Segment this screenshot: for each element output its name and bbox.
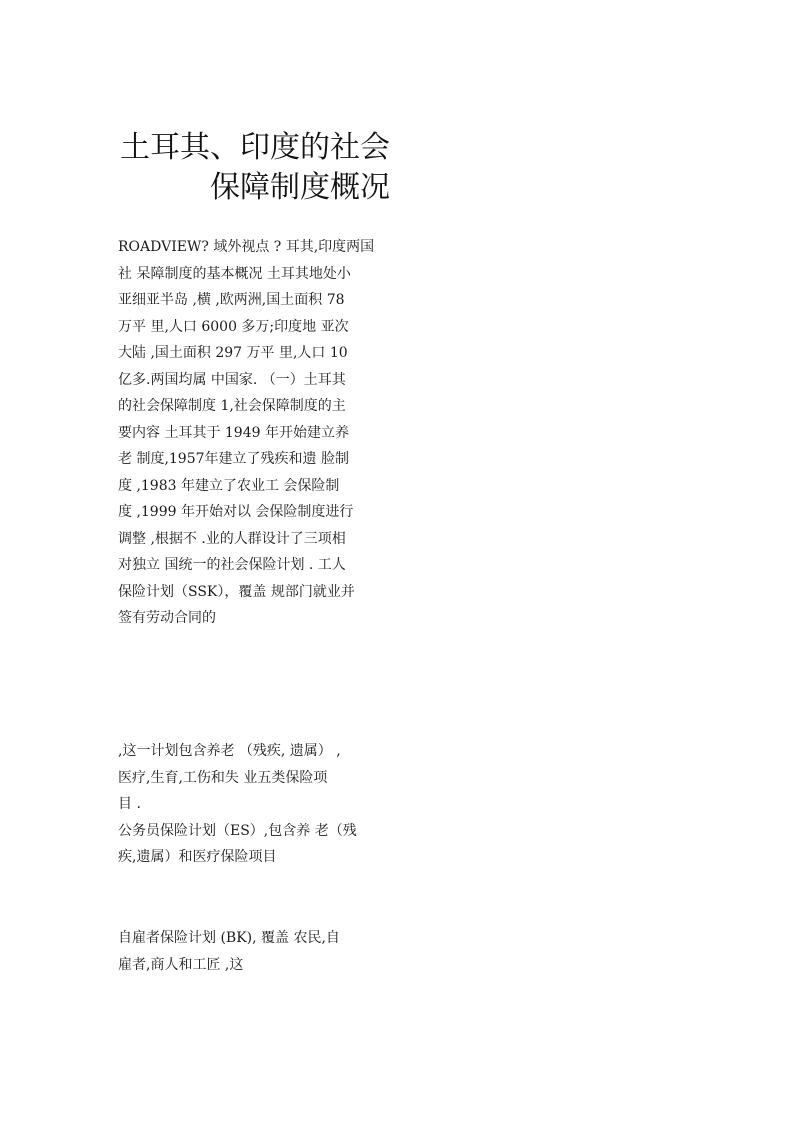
text-line: 雇者,商人和工匠 ,这 (118, 956, 244, 973)
document-title-line-1: 土耳其、印度的社会 (120, 130, 390, 165)
text-line: 签有劳动合同的 (118, 610, 216, 626)
body-paragraph-2 (118, 738, 398, 871)
text-line: 度 ,1999 年开始对以 会保险制度进行 (118, 504, 354, 520)
text-line: 亚细亚半岛 ,横 ,欧两洲,国土面积 78 (118, 292, 345, 308)
body-paragraph-3 (118, 925, 398, 978)
text-line: 目 . (118, 796, 141, 812)
text-line: 的社会保障制度 1,社会保障制度的主 (118, 398, 346, 414)
text-line: 社 呆障制度的基本概况 土耳其地处小 (118, 265, 351, 282)
text-line: ,这一计划包含养老 （残疾, 遗属） , (118, 743, 341, 759)
text-line: 自雇者保险计划 (BK), 覆盖 农民,自 (118, 930, 340, 946)
text-line: 大陆 ,国土面积 297 万平 里,人口 10 (118, 345, 348, 361)
text-line: ROADVIEW? 域外视点 ? 耳其,印度两国 (118, 239, 375, 255)
text-line: 调整 ,根据不 .业的人群设计了三项相 (118, 530, 346, 547)
text-line: 老 制度,1957年建立了残疾和遗 脸制 (118, 451, 349, 467)
body-paragraph-1 (118, 234, 398, 632)
text-line: 要内容 土耳其于 1949 年开始建立养 (118, 424, 349, 441)
text-line: 医疗,生育,工伤和失 业五类保险项 (118, 769, 328, 786)
text-line: 疾,遗属）和医疗保险项目 (118, 849, 277, 865)
text-line: 万平 里,人口 6000 多万;印度地 亚次 (118, 318, 349, 335)
text-line: 对独立 国统一的社会保险计划 . 工人 (118, 557, 346, 573)
text-line: 亿多.两国均属 中国家. （一）土耳其 (118, 371, 346, 388)
text-line: 公务员保险计划（ES）,包含养 老（残 (118, 822, 357, 839)
document-title-line-2: 保障制度概况 (210, 170, 390, 205)
text-line: 度 ,1983 年建立了农业工 会保险制 (118, 477, 340, 494)
text-line: 保险计划（SSK），覆盖 规部门就业并 (118, 583, 355, 600)
